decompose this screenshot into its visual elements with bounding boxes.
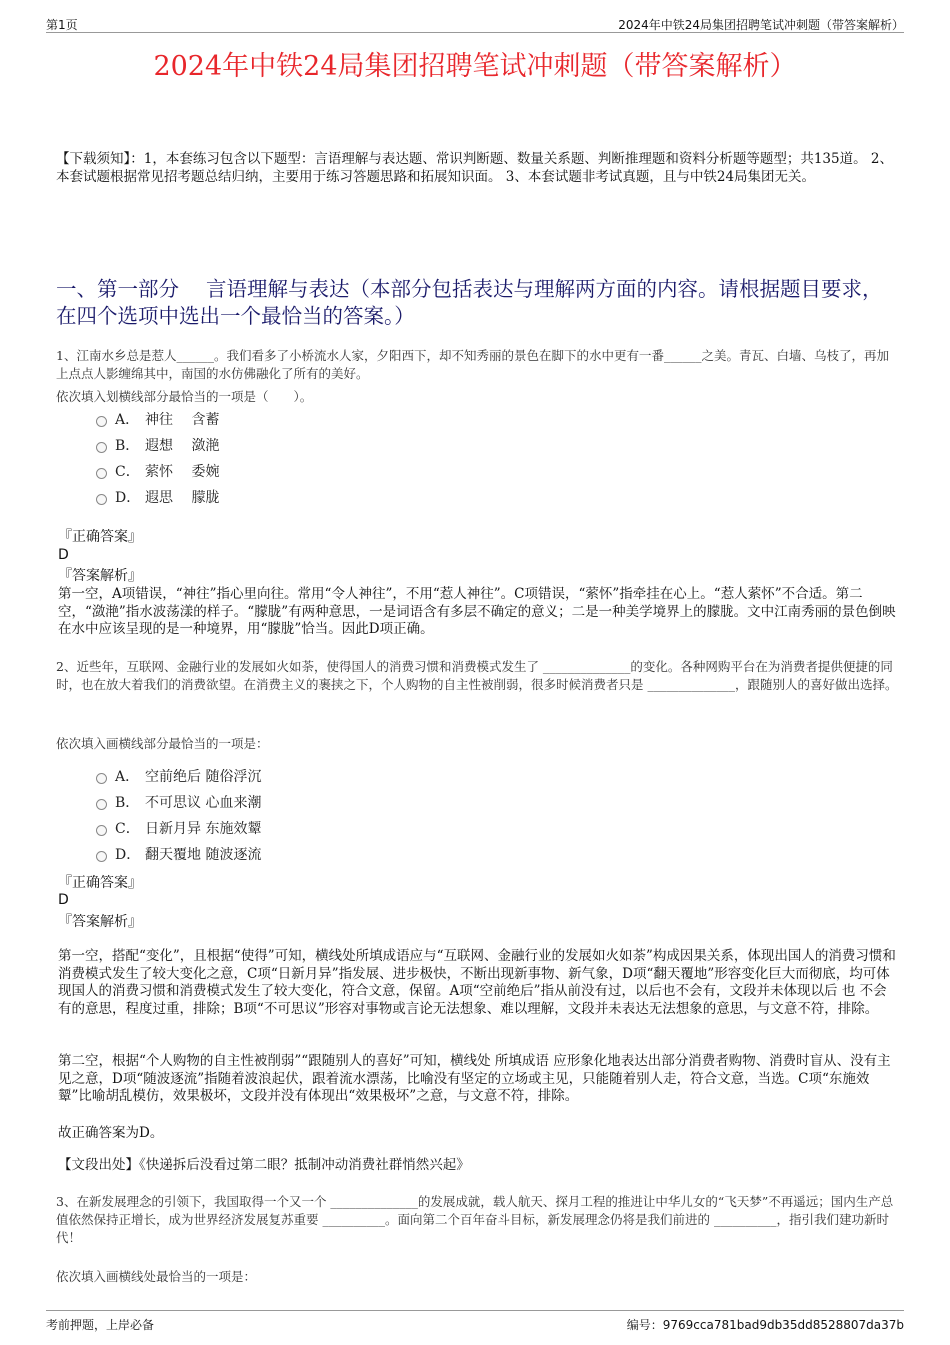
question-2-analysis-p2: 第二空，根据“个人购物的自主性被削弱”“跟随别人的喜好”可知，横线处 所填成语 应形象化地表达出部分消费者购物、消费时盲从、没有主见之意，D项“随波逐流”指随着波浪起伏，跟着流水漂荡，比喻没有坚定的立场或主见，只能随着别人走，符合文意，当选。C项“东施效颦”比喻胡乱模仿，效果极坏，文段并没有体现出“效果极坏”之意，与文意不符，排除。: [58, 1053, 891, 1104]
radio-icon[interactable]: [96, 442, 107, 453]
correct-answer-value: D: [58, 547, 69, 563]
option-a[interactable]: A． 神往 含蓄: [96, 406, 219, 432]
footer-doc-id: 编号：9769cca781bad9db35dd8528807da37b: [626, 1318, 904, 1332]
page-footer: [46, 1310, 904, 1332]
option-b[interactable]: B． 不可思议 心血来潮: [96, 789, 261, 815]
download-notice: 【下载须知】：1，本套练习包含以下题型：言语理解与表达题、常识判断题、数量关系题、判断推理题和资料分析题等题型；共135道。 2、本套试题根据常见招考题总结归纳，主要用于练习答题思路和拓展知识面。 3、本套试题非考试真题，且与中铁24局集团无关。: [56, 151, 893, 185]
question-3-prompt: 依次填入画横线处最恰当的一项是：: [56, 1269, 257, 1284]
correct-answer-label: 『正确答案』: [58, 875, 142, 891]
option-a[interactable]: A． 空前绝后 随俗浮沉: [96, 763, 261, 789]
header-doc-title: 2024年中铁24局集团招聘笔试冲刺题（带答案解析）: [618, 18, 904, 32]
section-title: 一、第一部分 言语理解与表达（本部分包括表达与理解两方面的内容。请根据题目要求，在四个选项中选出一个最恰当的答案。）: [56, 277, 883, 328]
option-d[interactable]: D． 翻天覆地 随波逐流: [96, 841, 261, 867]
question-2-analysis-p1: 第一空，搭配“变化”，且根据“使得”可知，横线处所填成语应与“互联网、金融行业的发展如火如荼”构成因果关系，体现出国人的消费习惯和消费模式发生了较大变化之意，C项“日新月异”指发展、进步极快，不断出现新事物、新气象，D项“翻天覆地”形容变化巨大而彻底，均可体现国人的消费习惯和消费模式发生了较大变化，符合文意，保留。A项“空前绝后”指从前没有过，以后也不会有，文段并未体现以后 也 不会有的意思，程度过重，排除；B项“不可思议”形容对事物或言论无法想象、难以理解，文段并未表达无法想象的意思，与文意不符，排除。: [58, 948, 896, 1017]
option-b[interactable]: B． 遐想 潋滟: [96, 432, 219, 458]
correct-answer-label: 『正确答案』: [58, 529, 142, 545]
radio-icon[interactable]: [96, 416, 107, 427]
radio-icon[interactable]: [96, 773, 107, 784]
option-d[interactable]: D． 遐思 朦胧: [96, 484, 219, 510]
radio-icon[interactable]: [96, 825, 107, 836]
question-2-analysis-p3: 故正确答案为D。: [58, 1125, 164, 1141]
footer-slogan: 考前押题，上岸必备: [46, 1318, 155, 1332]
analysis-label: 『答案解析』: [58, 914, 142, 930]
correct-answer-value: D: [58, 892, 69, 908]
option-c[interactable]: C． 日新月异 东施效颦: [96, 815, 261, 841]
question-2-text: 2、近些年，互联网、金融行业的发展如火如荼，使得国人的消费习惯和消费模式发生了 ______________的变化。各种网购平台在为消费者提供便捷的同时，也在放大着我们的消费欲望。在消费主义的裹挟之下，个人购物的自主性被削弱，很多时候消费者只是 ______________，跟随别人的喜好做出选择。: [56, 659, 898, 692]
question-2-source: 【文段出处】《快递拆后没看过第二眼？抵制冲动消费社群悄然兴起》: [58, 1157, 470, 1173]
radio-icon[interactable]: [96, 468, 107, 479]
radio-icon[interactable]: [96, 494, 107, 505]
question-3-text: 3、在新发展理念的引领下，我国取得一个又一个 ______________的发展成就，载人航天、探月工程的推进让中华儿女的“飞天梦”不再遥远；国内生产总值依然保持正增长，成为世界经济发展复苏重要 __________。面向第二个百年奋斗目标，新发展理念仍将是我们前进的 __________，指引我们建功新时代！: [56, 1194, 894, 1245]
document-title: 2024年中铁24局集团招聘笔试冲刺题（带答案解析）: [153, 51, 797, 82]
question-1-analysis: 第一空，A项错误，“神往”指心里向往。常用“令人神往”，不用“惹人神往”。C项错误，“萦怀”指牵挂在心上。“惹人萦怀”不合适。第二空，“潋滟”指水波荡漾的样子。“朦胧”有两种意思，一是词语含有多层不确定的意义；二是一种美学境界上的朦胧。文中江南秀丽的景色倒映在水中应该呈现的是一种境界，用“朦胧”恰当。因此D项正确。: [58, 586, 896, 637]
question-2-prompt: 依次填入画横线部分最恰当的一项是：: [56, 736, 269, 751]
radio-icon[interactable]: [96, 851, 107, 862]
question-1-options: [96, 406, 219, 510]
question-1-prompt: 依次填入划横线部分最恰当的一项是（ ）。: [56, 389, 313, 404]
question-2-options: [96, 763, 261, 867]
page-number: 第1页: [46, 18, 78, 32]
option-c[interactable]: C． 萦怀 委婉: [96, 458, 219, 484]
question-1-text: 1、江南水乡总是惹人______。我们看多了小桥流水人家，夕阳西下，却不知秀丽的景色在脚下的水中更有一番______之美。青瓦、白墙、乌枝了，再加上点点人影缠绵其中，南国的水仿佛融化了所有的美好。: [56, 348, 889, 381]
page-header: [46, 14, 904, 33]
radio-icon[interactable]: [96, 799, 107, 810]
analysis-label: 『答案解析』: [58, 568, 142, 584]
